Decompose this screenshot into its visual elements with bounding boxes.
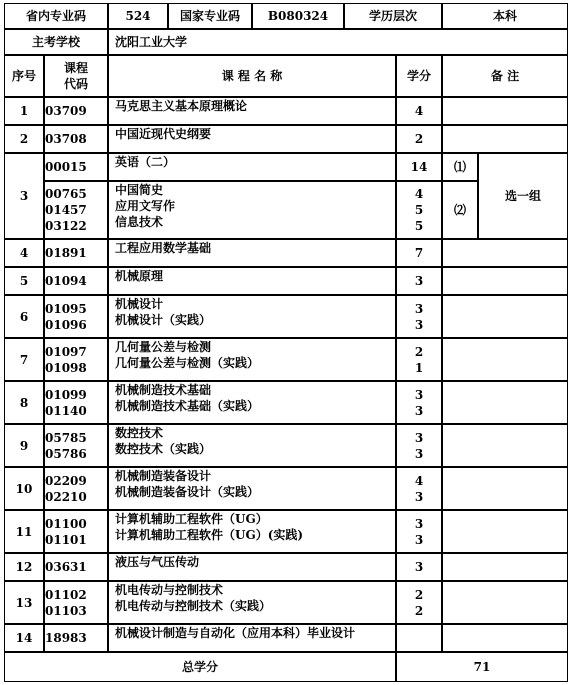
course-credit — [396, 295, 442, 338]
course-credit — [396, 239, 442, 267]
row-no: 2 — [4, 125, 44, 153]
school-label: 主考学校 — [4, 29, 108, 55]
col-code-line: 代码 — [63, 77, 88, 91]
course-name-line: 几何量公差与检测 — [115, 340, 212, 354]
course-credit — [396, 510, 442, 553]
row-no: 7 — [4, 338, 44, 381]
course-name-line: 机械制造技术基础（实践） — [115, 399, 260, 413]
national-code-value: B080324 — [252, 3, 344, 29]
course-code-line: 01457 — [45, 203, 87, 217]
course-name — [108, 295, 396, 338]
course-code — [44, 181, 108, 239]
group-mark: ⑵ — [442, 181, 478, 239]
col-code — [44, 55, 108, 97]
group-mark: ⑴ — [442, 153, 478, 181]
course-credit-line: 3 — [414, 532, 424, 547]
course-credit-line: 3 — [414, 274, 424, 288]
course-code-line: 01098 — [45, 360, 87, 375]
course-name-line: 机电传动与控制技术 — [115, 583, 224, 597]
course-code — [44, 153, 108, 181]
course-name-line: 机械设计制造与自动化（应用本科）毕业设计 — [115, 626, 356, 640]
course-name-line: 机械制造装备设计（实践） — [115, 485, 260, 499]
col-name: 课 程 名 称 — [108, 55, 396, 97]
course-credit-line: 14 — [410, 160, 428, 174]
course-code — [44, 97, 108, 125]
course-name — [108, 424, 396, 467]
course-credit-line: 3 — [414, 489, 424, 504]
course-code-line: 01094 — [45, 274, 87, 288]
course-name — [108, 153, 396, 181]
course-name-line: 马克思主义基本原理概论 — [115, 99, 248, 113]
province-code-value: 524 — [108, 3, 168, 29]
course-name-line: 计算机辅助工程软件（UG） — [115, 512, 268, 526]
course-credit-line: 3 — [414, 516, 424, 531]
course-code-line: 01891 — [45, 246, 87, 260]
row-no: 8 — [4, 381, 44, 424]
row-note — [442, 97, 568, 125]
course-code-line: 05786 — [45, 446, 87, 461]
course-code — [44, 267, 108, 295]
row-note — [442, 467, 568, 510]
course-name-line: 机械设计（实践） — [115, 313, 212, 327]
course-name — [108, 97, 396, 125]
row-note — [442, 239, 568, 267]
row-note — [442, 581, 568, 624]
total-label: 总学分 — [4, 652, 396, 682]
course-name-line: 中国近现代史纲要 — [115, 127, 212, 141]
course-credit — [396, 424, 442, 467]
course-code-line: 01095 — [45, 301, 87, 316]
course-code-line: 01101 — [45, 532, 87, 547]
course-code — [44, 467, 108, 510]
course-credit — [396, 624, 442, 652]
course-code-line: 01103 — [45, 603, 87, 618]
course-code-line: 01097 — [45, 344, 87, 359]
row-note — [442, 510, 568, 553]
course-credit-line: 3 — [414, 403, 424, 418]
course-credit-line: 2 — [414, 132, 424, 146]
course-credit-line: 7 — [414, 246, 424, 260]
course-code-line: 18983 — [45, 631, 87, 645]
national-code-label: 国家专业码 — [168, 3, 252, 29]
row-no: 5 — [4, 267, 44, 295]
course-name — [108, 181, 396, 239]
course-credit-line: 3 — [414, 301, 424, 316]
course-name-line: 液压与气压传动 — [115, 555, 200, 569]
curriculum-table — [4, 3, 568, 682]
course-code — [44, 581, 108, 624]
course-code — [44, 553, 108, 581]
course-name-line: 信息技术 — [115, 215, 164, 229]
row-no: 6 — [4, 295, 44, 338]
row-note — [442, 338, 568, 381]
course-credit — [396, 267, 442, 295]
course-credit-line: 2 — [414, 603, 424, 618]
col-note: 备 注 — [442, 55, 568, 97]
col-code-line: 课程 — [63, 61, 88, 75]
course-code — [44, 381, 108, 424]
course-code-line: 01102 — [45, 587, 87, 602]
course-code — [44, 338, 108, 381]
course-code-line: 03631 — [45, 560, 87, 574]
course-code — [44, 510, 108, 553]
row-note — [442, 624, 568, 652]
course-name-line: 应用文写作 — [115, 199, 176, 213]
row-no: 9 — [4, 424, 44, 467]
course-code — [44, 295, 108, 338]
course-name-line: 工程应用数学基础 — [115, 241, 212, 255]
course-code-line: 05785 — [45, 430, 87, 445]
course-code-line: 01099 — [45, 387, 87, 402]
course-name — [108, 467, 396, 510]
course-code — [44, 239, 108, 267]
course-name — [108, 553, 396, 581]
course-credit — [396, 125, 442, 153]
course-name-line: 机械原理 — [115, 269, 164, 283]
course-credit-line: 4 — [414, 187, 424, 201]
course-credit-line: 4 — [414, 473, 424, 488]
course-code-line: 00765 — [45, 187, 87, 201]
total-value: 71 — [396, 652, 568, 682]
course-name-line: 计算机辅助工程软件（UG）(实践) — [115, 528, 304, 542]
course-name — [108, 338, 396, 381]
col-credit: 学分 — [396, 55, 442, 97]
row-note: 选一组 — [478, 153, 568, 239]
course-name-line: 机械制造技术基础 — [115, 383, 212, 397]
course-code-line: 01140 — [45, 403, 87, 418]
course-name — [108, 267, 396, 295]
row-no: 10 — [4, 467, 44, 510]
row-note — [442, 381, 568, 424]
course-credit-line: 2 — [414, 587, 424, 602]
course-code-line: 01100 — [45, 516, 87, 531]
level-value: 本科 — [442, 3, 568, 29]
course-name-line: 机电传动与控制技术（实践） — [115, 599, 272, 613]
course-credit-line: 3 — [414, 446, 424, 461]
course-credit-line: 1 — [414, 360, 424, 375]
province-code-label: 省内专业码 — [4, 3, 108, 29]
course-credit — [396, 153, 442, 181]
course-name-line: 数控技术 — [115, 426, 164, 440]
course-name-line: 机械设计 — [115, 297, 164, 311]
row-note — [442, 267, 568, 295]
course-credit — [396, 381, 442, 424]
course-code-line: 03709 — [45, 104, 87, 118]
course-credit-line: 3 — [414, 560, 424, 574]
course-code-line: 03122 — [45, 219, 87, 233]
row-note — [442, 424, 568, 467]
course-code — [44, 125, 108, 153]
course-credit-line: 2 — [414, 344, 424, 359]
course-code — [44, 424, 108, 467]
course-credit — [396, 467, 442, 510]
col-no: 序号 — [4, 55, 44, 97]
course-name — [108, 510, 396, 553]
row-note — [442, 125, 568, 153]
course-name — [108, 125, 396, 153]
course-credit — [396, 181, 442, 239]
course-credit — [396, 553, 442, 581]
row-no: 1 — [4, 97, 44, 125]
course-name — [108, 239, 396, 267]
course-name-line: 机械制造装备设计 — [115, 469, 212, 483]
row-no: 3 — [4, 153, 44, 239]
course-code-line: 00015 — [45, 160, 87, 174]
course-name-line: 英语（二） — [115, 155, 176, 169]
row-no: 14 — [4, 624, 44, 652]
row-note — [442, 553, 568, 581]
course-name — [108, 381, 396, 424]
course-name-line: 数控技术（实践） — [115, 442, 212, 456]
course-code-line: 03708 — [45, 132, 87, 146]
course-name — [108, 624, 396, 652]
course-credit — [396, 581, 442, 624]
row-note — [442, 295, 568, 338]
course-credit-line: 3 — [414, 317, 424, 332]
course-credit — [396, 97, 442, 125]
course-code — [44, 624, 108, 652]
course-code-line: 01096 — [45, 317, 87, 332]
row-no: 11 — [4, 510, 44, 553]
level-label: 学历层次 — [344, 3, 442, 29]
course-name — [108, 581, 396, 624]
course-name-line: 几何量公差与检测（实践） — [115, 356, 260, 370]
course-code-line: 02210 — [45, 489, 87, 504]
course-credit — [396, 338, 442, 381]
course-credit-line: 5 — [414, 203, 424, 217]
course-credit-line: 4 — [414, 104, 424, 118]
course-name-line: 中国简史 — [115, 183, 164, 197]
row-no: 12 — [4, 553, 44, 581]
row-no: 13 — [4, 581, 44, 624]
course-code-line: 02209 — [45, 473, 87, 488]
course-credit-line: 5 — [414, 219, 424, 233]
row-no: 4 — [4, 239, 44, 267]
course-credit-line: 3 — [414, 430, 424, 445]
school-value: 沈阳工业大学 — [108, 29, 568, 55]
course-credit-line: 3 — [414, 387, 424, 402]
